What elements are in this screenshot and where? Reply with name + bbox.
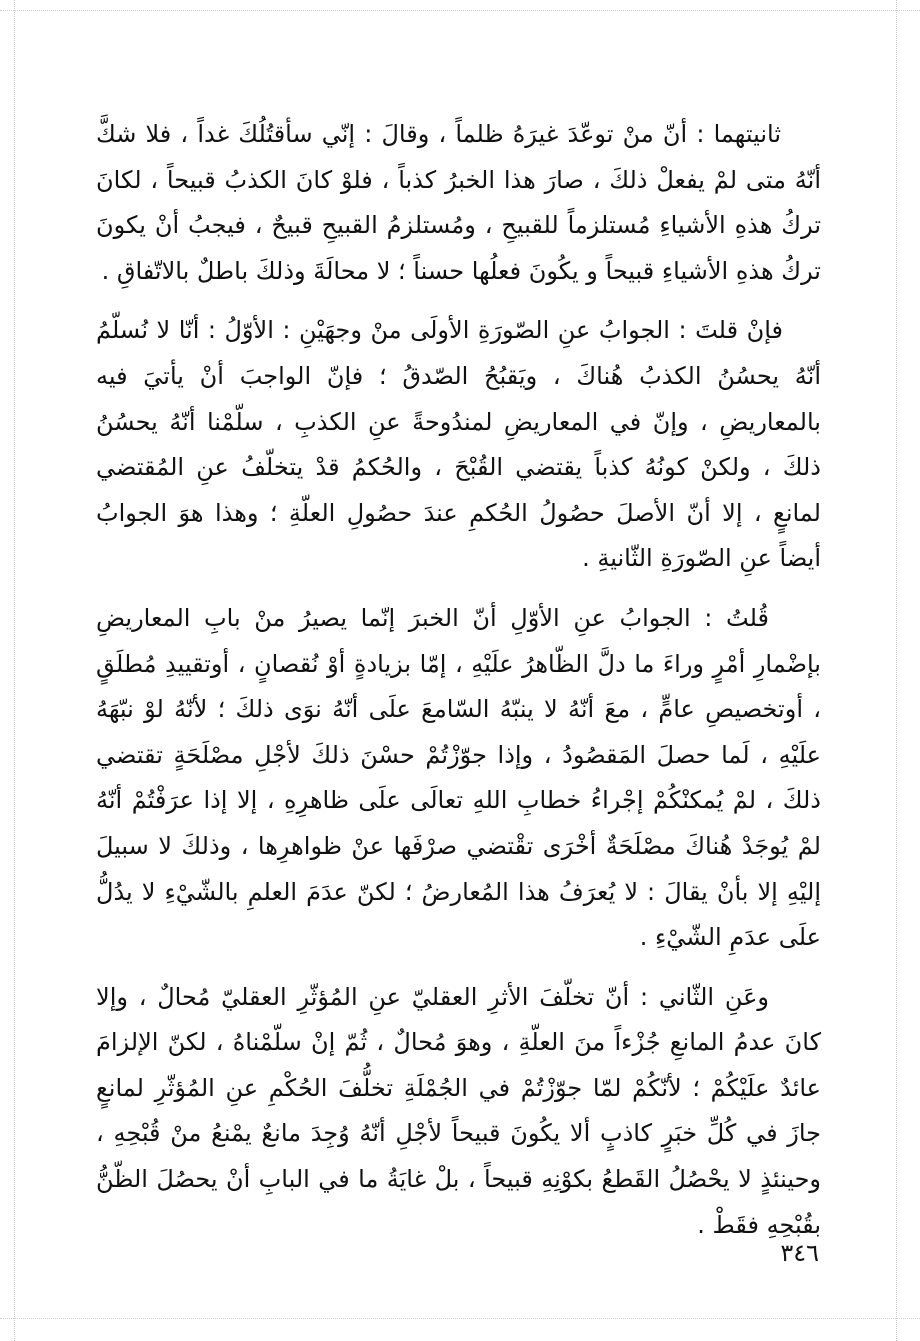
scan-guide-top bbox=[0, 10, 920, 11]
paragraph-3: قُلتُ : الجوابُ عنِ الأوّلِ أنّ الخبرَ إنّما يصيرُ منْ بابِ المعاريضِ بإضْمارِ أمْرٍ وراءَ ما دلَّ الظّاهرُ علَيْهِ ، إمّا بزيادةٍ أوْ نُقصانٍ ، أوتقييدِ مُطلَقٍ ، أوتخصيصِ عامٍّ ، معَ أنّهُ لا ينبّهُ السّامعَ علَى أنّهُ نوَى ذلكَ ؛ لأنّهُ لوْ نبّهَهُ علَيْهِ ، لَما حصلَ المَقصُودُ ، وإذا جوّزْتُمْ حسْنَ ذلكَ لأجْلِ مصْلَحَةٍ تقتضي ذلكَ ، لمْ يُمكنْكُمْ إجْراءُ خطابِ اللهِ تعالَى علَى ظاهرِهِ ، إلا إذا عرَفْتُمْ أنّهُ لمْ يُوجَدْ هُناكَ مصْلَحَةٌ أخْرَى تقْتضي صرْفَها عنْ ظواهرِها ، وذلكَ لا سبيلَ إليْهِ إلا بأنْ يقالَ : لا يُعرَفُ هذا المُعارضُ ؛ لكنّ عدَمَ العلمِ بالشّيْءِ لا يدُلُّ علَى عدَمِ الشّيْءِ . bbox=[96, 603, 821, 952]
scan-guide-bottom bbox=[0, 1318, 920, 1319]
paragraph-2: فإنْ قلتَ : الجوابُ عنِ الصّورَةِ الأولَى منْ وجهَيْنِ : الأوّلُ : أنّا لا نُسلّمُ أنّهُ يحسُنُ الكذبُ هُناكَ ، ويَقبُحُ الصّدقُ ؛ فإنّ الواجبَ أنْ يأتيَ فيه بالمعاريضِ ، وإنّ في المعاريضِ لمندُوحةً عنِ الكذبِ ، سلّمْنا أنّهُ يحسُنُ ذلكَ ، ولكنْ كونُهُ كذباً يقتضي القُبْحَ ، والحُكمُ قدْ يتخلّفُ عنِ المُقتضي لمانعٍ ، إلا أنّ الأصلَ حصُولُ الحُكمِ عندَ حصُولِ العلّةِ ؛ وهذا هوَ الجوابُ أيضاً عنِ الصّورَةِ الثّانيةِ . bbox=[96, 316, 821, 573]
page-number: ٣٤٦ bbox=[780, 1239, 819, 1267]
paragraph-1: ثانيتهما : أنّ منْ توعّدَ غيرَهُ ظلماً ، وقالَ : إنّي سأقتُلُكَ غداً ، فلا شكَّ أنّهُ متى لمْ يفعلْ ذلكَ ، صارَ هذا الخبرُ كذباً ، فلوْ كانَ الكذبُ قبيحاً ، لكانَ تركُ هذهِ الأشياءِ مُستلزماً للقبيحِ ، ومُستلزمُ القبيحِ قبيحٌ ، فيجبُ أنْ يكونَ تركُ هذهِ الأشياءِ قبيحاً و يكُونَ فعلُها حسناً ؛ لا محالَةَ وذلكَ باطلٌ بالاتّفاقِ . bbox=[96, 120, 821, 285]
scan-guide-left bbox=[14, 0, 15, 1341]
scan-guide-right bbox=[896, 0, 897, 1341]
body-text bbox=[96, 112, 821, 1262]
paragraph-4: وعَنِ الثّاني : أنّ تخلّفَ الأثرِ العقليّ عنِ المُؤثّرِ العقليّ مُحالٌ ، وإلا كانَ عدمُ المانعِ جُزْءاً منَ العلّةِ ، وهوَ مُحالٌ ، ثُمّ إنْ سلّمْناهُ ، لكنّ الإلزامَ عائدٌ علَيْكُمْ ؛ لأنّكُمْ لمّا جوّزْتُمْ في الجُمْلَةِ تخلُّفَ الحُكْمِ عنِ المُؤثّرِ لمانعٍ جازَ في كُلِّ خبَرٍ كاذبٍ ألا يكُونَ قبيحاً لأجْلِ أنّهُ وُجِدَ مانعٌ يمْنعُ منْ قُبْحِهِ ، وحينئذٍ لا يحْصُلُ القَطعُ بكوْنِهِ قبيحاً ، بلْ غايَةُ ما في البابِ أنْ يحصُلَ الظّنُّ بقُبْحِهِ فقَطْ . bbox=[96, 982, 821, 1239]
